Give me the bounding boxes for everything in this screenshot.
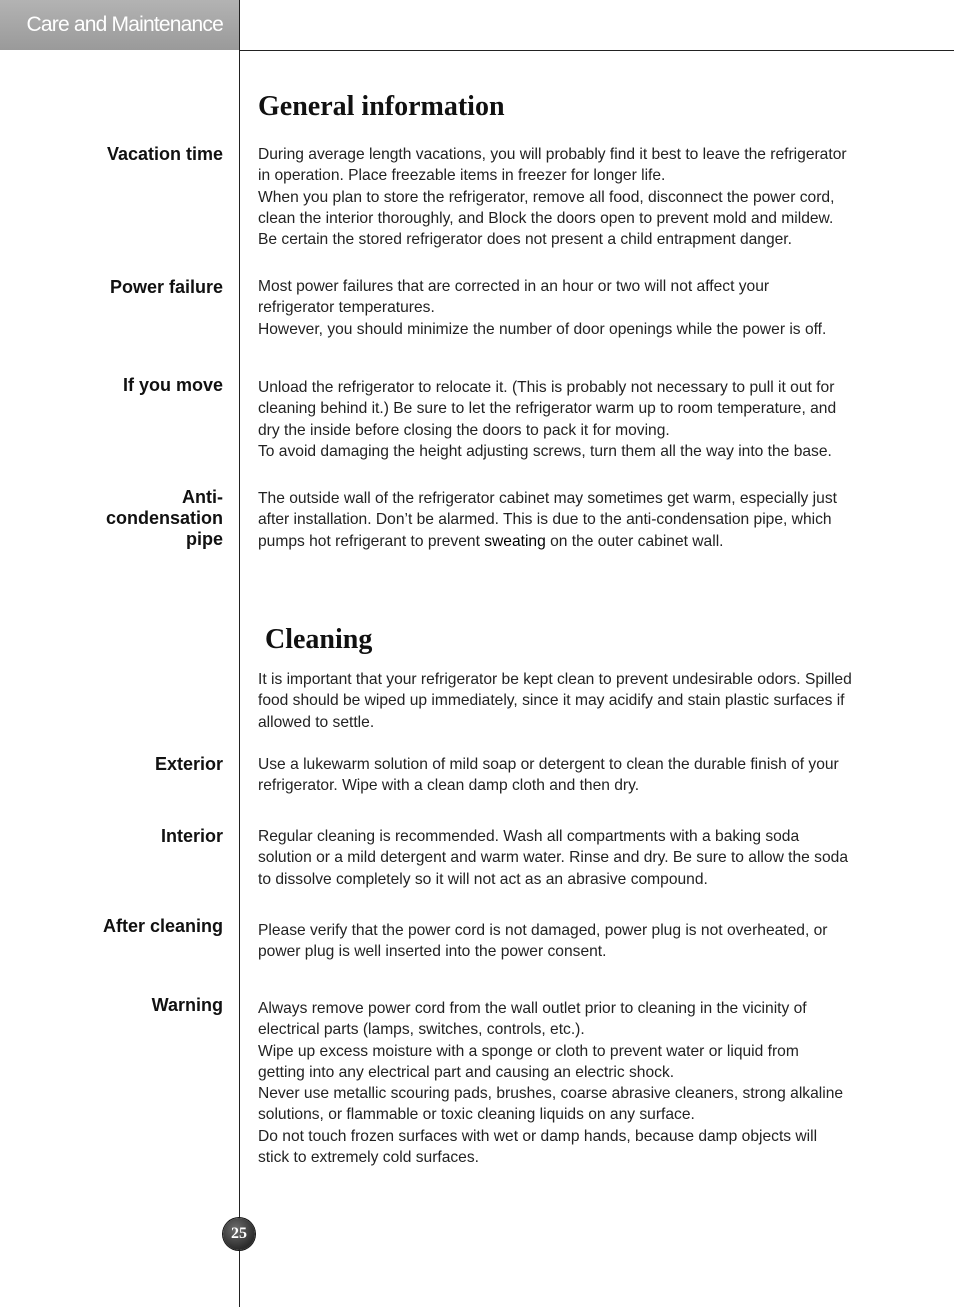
warning-label: Warning	[151, 995, 223, 1015]
anti-condensation-label: Anti- condensation pipe	[105, 487, 223, 549]
page-number-badge: 25	[223, 1218, 255, 1250]
if-you-move-text: Unload the refrigerator to relocate it. (This is probably not necessary to pull it out for cleaning behind it.) Be sure to let the refrigerator warm up to room temperature, and dry the inside before closing the doors to pack it for moving. To avoid damaging the height adjusting screws, turn them all the way into the base.	[258, 379, 837, 460]
vertical-rule	[239, 0, 240, 1307]
warning-text: Always remove power cord from the wall outlet prior to cleaning in the vicinity of electrical parts (lamps, switches, controls, etc.). Wipe up excess moisture with a sponge or cloth to prevent water or liquid from getting into any electrical part and causing an electric shock. Never use metallic scouring pads, brushes, coarse abrasive cleaners, strong alkaline solutions, or flammable or toxic cleaning liquids on any surface. Do not touch frozen surfaces with wet or damp hands, because damp objects will stick to extremely cold surfaces.	[258, 1000, 844, 1167]
power-failure-text: Most power failures that are corrected in an hour or two will not affect your refrigerator temperatures. However, you should minimize the number of door openings while the power is off.	[258, 278, 827, 338]
cleaning-title: Cleaning	[265, 624, 373, 655]
sweating-term: sweating	[484, 532, 546, 550]
after-cleaning-text: Please verify that the power cord is not damaged, power plug is not overheated, or power plug is well inserted into the power consent.	[258, 922, 828, 961]
interior-label: Interior	[160, 826, 223, 846]
cleaning-intro-text: It is important that your refrigerator be kept clean to prevent undesirable odors. Spilled food should be wiped up immediately, since it may acidify and stain plastic surfaces if allowed to settle.	[258, 671, 852, 731]
header-rule	[239, 50, 954, 51]
section-header-tab	[0, 0, 239, 50]
general-information-title: General information	[258, 91, 505, 122]
anti-condensation-text: The outside wall of the refrigerator cabinet may sometimes get warm, especially just after installation. Don’t be alarmed. This is due to the anti-condensation pipe, which pumps hot refrigerant to prevent sweating on the outer cabinet wall.	[258, 490, 837, 550]
power-failure-label: Power failure	[109, 277, 223, 297]
vacation-time-label: Vacation time	[106, 144, 223, 164]
section-header-label: Care and Maintenance	[26, 13, 223, 36]
interior-text: Regular cleaning is recommended. Wash all compartments with a baking soda solution or a mild detergent and warm water. Rinse and dry. Be sure to allow the soda to dissolve completely so it will not act as an abrasive compound.	[258, 828, 848, 888]
exterior-label: Exterior	[154, 754, 223, 774]
vacation-time-text: During average length vacations, you will probably find it best to leave the refrigerator in operation. Place freezable items in freezer for longer life. When you plan to store the refrigerator, remove all food, disconnect the power cord, clean the interior thoroughly, and Block the doors open to prevent mold and mildew. Be certain the stored refrigerator does not present a child entrapment danger.	[258, 146, 847, 249]
exterior-text: Use a lukewarm solution of mild soap or detergent to clean the durable finish of your refrigerator. Wipe with a clean damp cloth and then dry.	[258, 756, 839, 795]
after-cleaning-label: After cleaning	[102, 916, 223, 936]
if-you-move-label: If you move	[122, 375, 223, 395]
